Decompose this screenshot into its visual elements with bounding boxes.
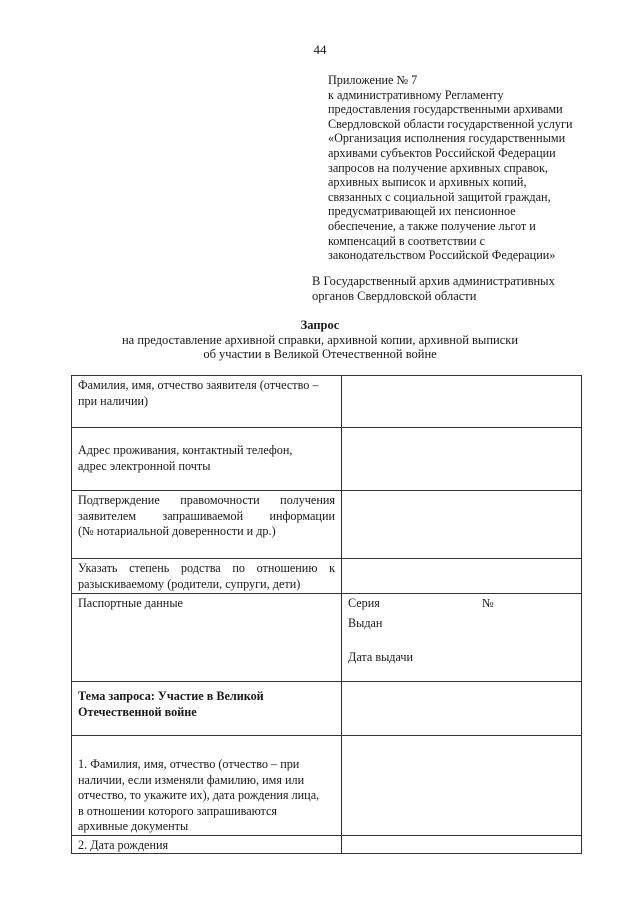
form-row-address [72,428,582,491]
appendix-line: архивных выписок и архивных копий, [328,175,527,190]
form-row-kinship [72,559,582,594]
passport-issue-date-label: Дата выдачи [348,649,414,664]
passport-field[interactable] [342,594,582,682]
form-row-passport [72,594,582,682]
appendix-line: Свердловской области государственной услуги [328,116,573,131]
appendix-line: «Организация исполнения государственными [328,131,566,146]
birth-date-field[interactable] [342,835,582,854]
applicant-name-field[interactable] [342,376,582,428]
addressee-line: В Государственный архив административных [312,274,555,288]
appendix-line: обеспечение, а также получение льгот и [328,218,536,233]
page-number: 44 [313,42,327,57]
address-field[interactable] [342,428,582,491]
form-row-authority [72,491,582,559]
person-details-field[interactable] [342,736,582,836]
request-topic-label: Тема запроса: Участие в Великой Отечественной войне [72,682,342,736]
title-line: об участии в Великой Отечественной войне [203,347,437,361]
passport-issued-label: Выдан [348,616,383,630]
form-row-birth-date [72,835,582,854]
appendix-line: к административному Регламенту [328,87,504,102]
kinship-field[interactable] [342,559,582,594]
appendix-line: Приложение № 7 [328,73,418,87]
appendix-line: запросов на получение архивных справок, [328,160,548,175]
title-line: на предоставление архивной справки, архивной копии, архивной выписки [121,332,519,347]
passport-number-label: № [482,596,494,610]
passport-label: Паспортные данные [72,594,342,682]
request-form-table [71,375,582,854]
applicant-name-label: Фамилия, имя, отчество заявителя (отчество – при наличии) [72,376,342,428]
appendix-line: связанных с социальной защитой граждан, [328,189,551,204]
addressee-line: органов Свердловской области [312,289,477,303]
appendix-line: компенсаций в соответствии с [328,233,486,248]
birth-date-label: 2. Дата рождения [72,835,342,854]
kinship-label: Указать степень родства по отношению к разыскиваемому (родители, супруги, дети) [72,559,342,594]
appendix-line: предусматривающей их пенсионное [328,204,516,219]
appendix-line: предоставления государственными архивами [328,102,563,117]
appendix-line: архивами субъектов Российской Федерации [328,145,556,160]
address-label: Адрес проживания, контактный телефон, адрес электронной почты [72,428,342,491]
request-topic-field[interactable] [342,682,582,736]
authority-label: Подтверждение правомочности получения заявителем запрашиваемой информации (№ нотариальной доверенности и др.) [72,491,342,559]
addressee-block [312,274,612,304]
person-details-label: 1. Фамилия, имя, отчество (отчество – при наличии, если изменяли фамилию, имя или отчество, то укажите их), дата рождения лица, в отношении которого запрашиваются архивные документы [72,736,342,836]
document-title [0,318,640,362]
form-row-person [72,736,582,836]
form-row-topic [72,682,582,736]
appendix-line: законодательством Российской Федерации» [328,248,556,263]
passport-series-label: Серия [348,596,380,610]
authority-field[interactable] [342,491,582,559]
appendix-block [328,73,618,263]
form-row-applicant-name [72,376,582,428]
title-heading: Запрос [300,318,340,332]
